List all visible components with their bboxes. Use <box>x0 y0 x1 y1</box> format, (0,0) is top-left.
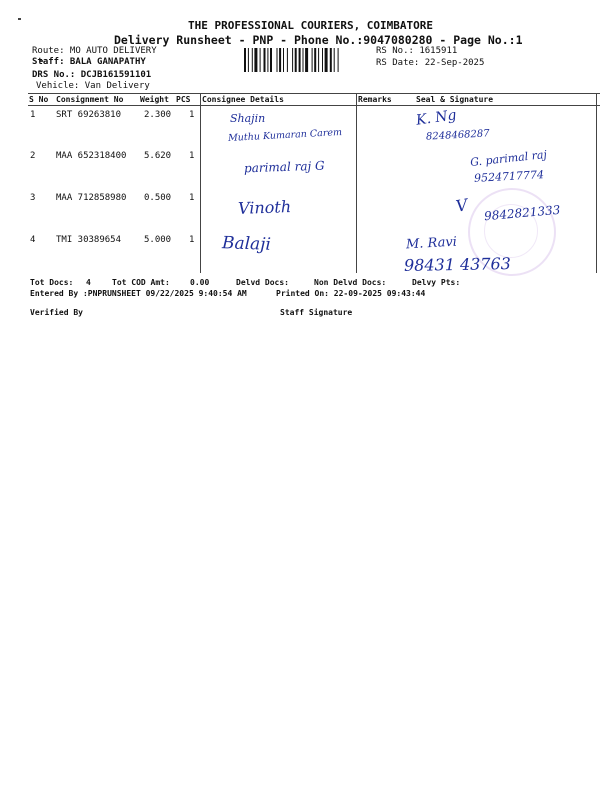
header-remarks: Remarks <box>358 95 392 104</box>
barcode-bar <box>325 48 328 72</box>
route-text: Route: MO AUTO DELIVERY <box>32 46 157 56</box>
tot-docs-value: 4 <box>86 278 91 287</box>
row-consignment: TMI 30389654 <box>56 235 122 245</box>
delvy-pts-label: Delvy Pts: <box>412 278 461 287</box>
handwritten-signature: M. Ravi <box>405 234 458 253</box>
verified-by: Verified By <box>30 308 83 317</box>
handwritten-phone: 9842821333 <box>483 202 561 224</box>
barcode-bar <box>279 48 281 72</box>
handwritten-signature: G. parimal raj <box>469 148 548 169</box>
handwritten-consignee-name: Balaji <box>221 233 272 255</box>
rs-number: RS No.: 1615911 <box>376 46 458 56</box>
barcode-bar <box>283 48 284 72</box>
entered-by: Entered By :PNPRUNSHEET 09/22/2025 9:40:54 AM <box>30 289 247 298</box>
row-consignment: MAA 712858980 <box>56 193 127 203</box>
staff-signature-label: Staff Signature <box>280 308 353 317</box>
header-pcs: PCS <box>176 95 191 104</box>
handwritten-consignee-name: parimal raj G <box>243 158 325 176</box>
non-delvd-docs-label: Non Delvd Docs: <box>314 278 387 287</box>
row-weight: 2.300 <box>144 110 172 120</box>
barcode-bar <box>299 48 301 72</box>
row-sno: 2 <box>30 151 36 161</box>
handwritten-consignee-name: Vinoth <box>237 197 292 218</box>
barcode-bar <box>254 48 257 72</box>
barcode-bar <box>338 48 339 72</box>
row-sno: 3 <box>30 193 36 203</box>
scan-mark <box>18 18 21 20</box>
vehicle-text: Vehicle: Van Delivery <box>36 81 150 91</box>
barcode-bar <box>318 48 319 72</box>
drs-number: DRS No.: DCJB161591101 <box>32 70 152 80</box>
column-divider <box>356 93 357 273</box>
rs-date: RS Date: 22-Sep-2025 <box>376 58 485 68</box>
row-pcs: 1 <box>189 151 195 161</box>
header-sno: S No <box>29 95 49 104</box>
barcode-bar <box>295 48 297 72</box>
barcode-bar <box>305 48 308 72</box>
tot-cod-label: Tot COD Amt: <box>112 278 170 287</box>
row-pcs: 1 <box>189 110 195 120</box>
handwritten-consignee-name: Muthu Kumaran Carem <box>227 127 343 144</box>
handwritten-signature: K. Ng <box>415 107 458 129</box>
runsheet-subtitle: Delivery Runsheet - PNP - Phone No.:9047080280 - Page No.:1 <box>114 33 523 47</box>
handwritten-phone: 98431 43763 <box>403 254 512 275</box>
row-sno: 1 <box>30 110 36 120</box>
barcode-bar <box>277 48 278 72</box>
header-consignee: Consignee Details <box>202 95 284 104</box>
tot-docs-label: Tot Docs: <box>30 278 74 287</box>
barcode-bar <box>260 48 261 72</box>
header-seal-signature: Seal & Signature <box>416 95 494 104</box>
row-weight: 5.620 <box>144 151 172 161</box>
tot-cod-value: 0.00 <box>190 278 210 287</box>
handwritten-signature: V <box>454 195 470 216</box>
barcode-bar <box>244 48 246 72</box>
header-consignment: Consignment No <box>56 95 124 104</box>
printed-on: Printed On: 22-09-2025 09:43:44 <box>276 289 426 298</box>
barcode-bar <box>292 48 293 72</box>
barcode-bar <box>252 48 253 72</box>
barcode-bar <box>312 48 313 72</box>
handwritten-phone: 8248468287 <box>425 128 490 143</box>
row-consignment: MAA 652318400 <box>56 151 127 161</box>
handwritten-phone: 9524717774 <box>473 168 545 185</box>
barcode-bar <box>334 48 335 72</box>
row-weight: 5.000 <box>144 235 172 245</box>
row-consignment: SRT 69263810 <box>56 110 122 120</box>
column-divider <box>200 93 201 273</box>
barcode-bar <box>270 48 272 72</box>
column-divider <box>596 93 597 273</box>
barcode <box>244 48 370 72</box>
row-pcs: 1 <box>189 235 195 245</box>
staff-text: Staff: BALA GANAPATHY <box>32 57 146 67</box>
barcode-bar <box>248 48 249 72</box>
row-pcs: 1 <box>189 193 195 203</box>
header-weight: Weight <box>140 95 169 104</box>
row-sno: 4 <box>30 235 36 245</box>
company-title: THE PROFESSIONAL COURIERS, COIMBATORE <box>188 19 434 32</box>
barcode-bar <box>287 48 288 72</box>
barcode-bar <box>267 48 268 72</box>
barcode-bar <box>330 48 332 72</box>
table-header <box>28 93 600 106</box>
handwritten-consignee-name: Shajin <box>230 112 266 125</box>
delvd-docs-label: Delvd Docs: <box>236 278 289 287</box>
barcode-bar <box>322 48 323 72</box>
barcode-bar <box>314 48 316 72</box>
row-weight: 0.500 <box>144 193 172 203</box>
barcode-bar <box>303 48 304 72</box>
barcode-bar <box>264 48 266 72</box>
